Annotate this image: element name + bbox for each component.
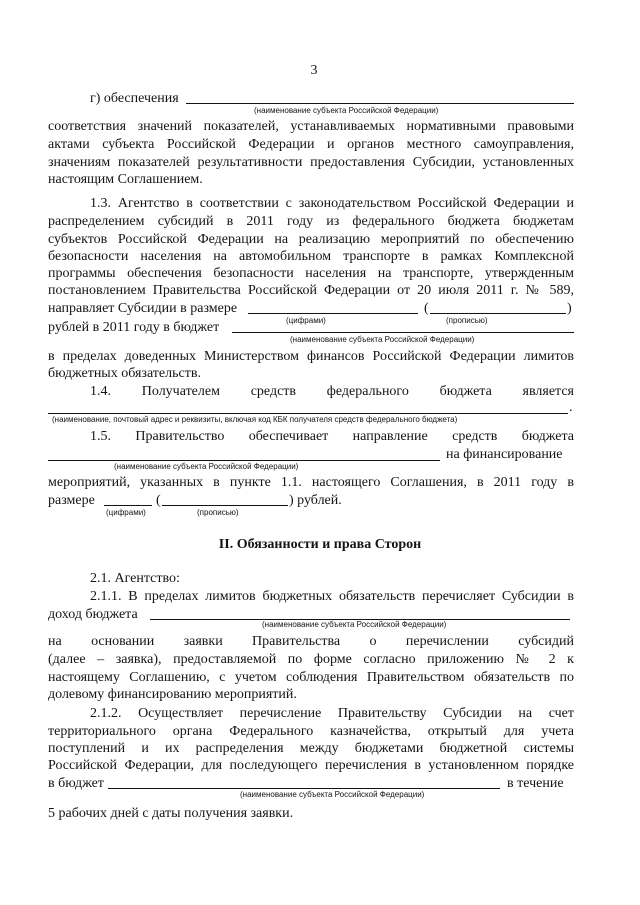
section-title: II. Обязанности и права Сторон	[218, 537, 422, 552]
p14-recipient-line	[48, 413, 568, 414]
p13-paren-open: (	[424, 301, 429, 316]
p1-line-1: соответствия значений показателей, устанавливаемых нормативными правовыми	[48, 119, 574, 134]
s212-end: 5 рабочих дней с даты получения заявки.	[48, 806, 294, 821]
s212-line-2: территориального органа Федерального казначейства, открытый для учета	[48, 724, 574, 739]
p1-blank-line	[186, 103, 574, 104]
p15-cap-digits: (цифрами)	[106, 508, 146, 517]
p13-cap-words: (прописью)	[446, 316, 488, 325]
p13-end-line-1: в пределах доведенных Министерством финансов Российской Федерации лимитов	[48, 349, 574, 364]
s21-title: 2.1. Агентство:	[90, 571, 180, 586]
p15-digits-line	[104, 505, 152, 506]
p1-caption: (наименование субъекта Российской Федерации)	[254, 106, 439, 115]
p15-budget-line	[48, 460, 440, 461]
s211-caption: (наименование субъекта Российской Федерации)	[262, 620, 447, 629]
p13-line-3: субъектов Российской Федерации на реализацию мероприятий по обеспечению	[48, 232, 574, 247]
p15-size-start: размере	[48, 493, 95, 508]
p13-paren-close: )	[567, 301, 572, 316]
p15-line-1: 1.5. Правительство обеспечивает направление средств бюджета	[90, 429, 574, 444]
s211-line-5: настоящему Соглашению, с учетом соблюдения Правительством обязательств по	[48, 670, 574, 685]
p1-start: г) обеспечения	[90, 91, 179, 106]
s212-line-1: 2.1.2. Осуществляет перечисление Правительству Субсидии на счет	[90, 706, 574, 721]
p13-cap-digits: (цифрами)	[286, 316, 326, 325]
s212-during: в течение	[507, 776, 564, 791]
s211-line-2: доход бюджета	[48, 607, 138, 622]
p13-amount-words-line	[430, 313, 566, 314]
p13-end-line-2: бюджетных обязательств.	[48, 366, 201, 381]
p1-line-2: актами субъекта Российской Федерации и органов местного самоуправления,	[48, 137, 574, 152]
p13-line-5: программы обеспечения безопасности населения на транспорте, утвержденным	[48, 266, 574, 281]
p14-line: 1.4. Получателем средств федерального бюджета является	[90, 384, 574, 399]
p13-budget-line	[232, 332, 574, 333]
s211-line-4: (далее – заявка), предоставляемой по форме согласно приложению № 2 к	[48, 652, 574, 667]
p15-rub: ) рублей.	[289, 493, 342, 508]
p1-line-3: значениям показателей результативности предоставления Субсидии, установленных	[48, 155, 574, 170]
p13-amount-digits-line	[248, 313, 418, 314]
s211-line-6: долевому финансированию мероприятий.	[48, 687, 297, 702]
p15-words-line	[162, 505, 288, 506]
p13-budget-start: рублей в 2011 году в бюджет	[48, 320, 220, 335]
p13-line-2: распределением субсидий в 2011 году из федерального бюджета бюджетам	[48, 214, 574, 229]
p13-line-6: постановлением Правительства Российской Федерации от 20 июля 2011 г. № 589,	[48, 283, 574, 298]
s211-line-1: 2.1.1. В пределах лимитов бюджетных обязательств перечисляет Субсидии в	[90, 589, 574, 604]
s212-budget-start: в бюджет	[48, 776, 104, 791]
p14-trail: .	[569, 400, 573, 415]
s211-line-3: на основании заявки Правительства о перечислении субсидий	[48, 634, 574, 649]
p13-line-1: 1.3. Агентство в соответствии с законодательством Российской Федерации и	[90, 196, 574, 211]
s212-budget-line	[108, 788, 500, 789]
p13-budget-caption: (наименование субъекта Российской Федерации)	[290, 335, 475, 344]
s212-line-3: поступлений и их распределения между бюджетами бюджетной системы	[48, 741, 574, 756]
p13-line-4: безопасности населения на автомобильном транспорте в рамках Комплексной	[48, 249, 574, 264]
s212-caption: (наименование субъекта Российской Федерации)	[240, 790, 425, 799]
p15-paren-open: (	[156, 493, 161, 508]
page-number: 3	[310, 63, 318, 78]
p1-line-4: настоящим Соглашением.	[48, 172, 203, 187]
p15-caption: (наименование субъекта Российской Федерации)	[114, 462, 299, 471]
p14-caption: (наименование, почтовый адрес и реквизиты, включая код КБК получателя средств федерального бюджета)	[52, 415, 458, 424]
p15-financing: на финансирование	[446, 447, 563, 462]
p15-cap-words: (прописью)	[197, 508, 239, 517]
p15-line-3: мероприятий, указанных в пункте 1.1. настоящего Соглашения, в 2011 году в	[48, 475, 574, 490]
s212-line-4: Российской Федерации, для последующего перечисления в установленном порядке	[48, 758, 574, 773]
p13-amount-start: направляет Субсидии в размере	[48, 301, 238, 316]
